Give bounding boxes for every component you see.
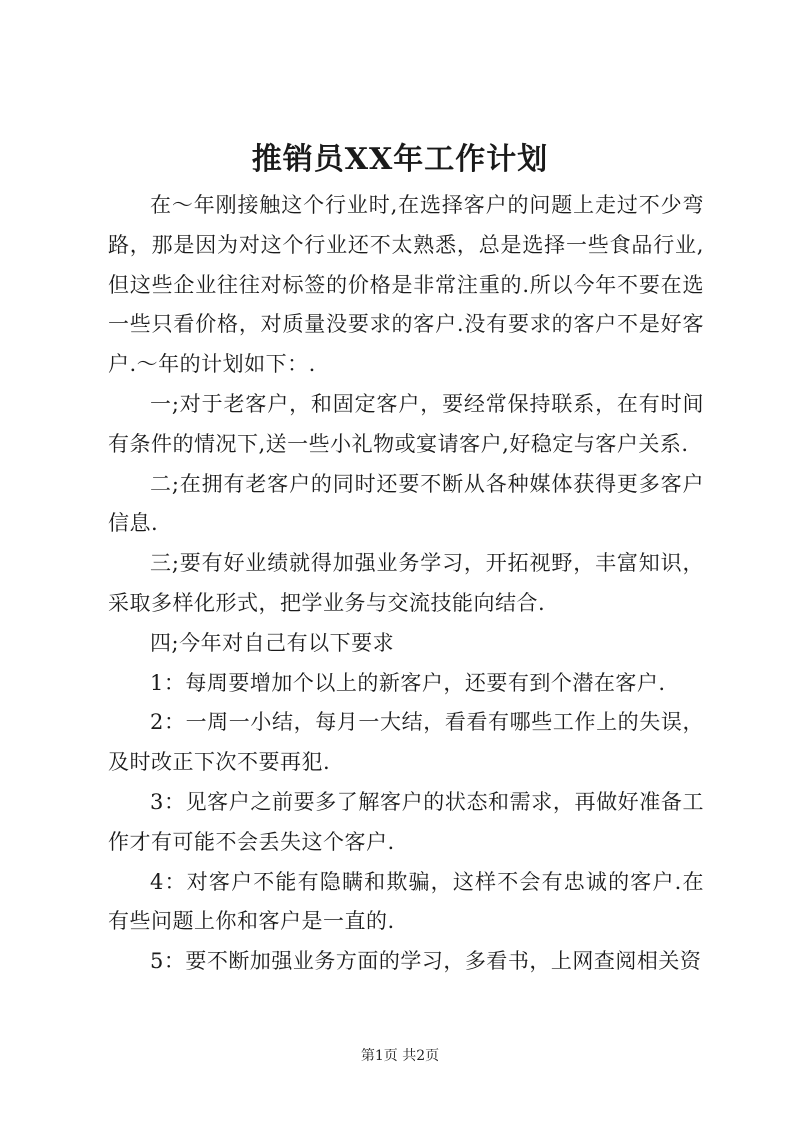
document-body [108, 186, 704, 982]
paragraph-requirement-3: 3：见客户之前要多了解客户的状态和需求，再做好准备工作才有可能不会丢失这个客户. [108, 789, 704, 854]
page-footer: 第1页 共2页 [360, 1048, 440, 1064]
paragraph-requirement-5: 5：要不断加强业务方面的学习，多看书，上网查阅相关资 [150, 949, 702, 974]
paragraph-requirement-1: 1：每周要增加个以上的新客户，还要有到个潜在客户. [150, 670, 666, 695]
paragraph-plan-3: 三;要有好业绩就得加强业务学习，开拓视野，丰富知识，采取多样化形式，把学业务与交流技能向结合. [108, 551, 704, 615]
paragraph-requirement-4: 4：对客户不能有隐瞒和欺骗，这样不会有忠诚的客户.在有些问题上你和客户是一直的. [108, 869, 704, 934]
paragraph-plan-4: 四;今年对自己有以下要求 [150, 630, 395, 655]
paragraph-plan-1: 一;对于老客户，和固定客户，要经常保持联系，在有时间有条件的情况下,送一些小礼物或宴请客户,好稳定与客户关系. [108, 391, 704, 456]
paragraph-plan-2: 二;在拥有老客户的同时还要不断从各种媒体获得更多客户信息. [108, 471, 704, 536]
paragraph-requirement-2: 2：一周一小结，每月一大结，看看有哪些工作上的失误，及时改正下次不要再犯. [108, 710, 704, 775]
paragraph-intro: 在～年刚接触这个行业时,在选择客户的问题上走过不少弯路，那是因为对这个行业还不太熟悉，总是选择一些食品行业,但这些企业往往对标签的价格是非常注重的.所以今年不要在选一些只看价格，对质量没要求的客户.没有要求的客户不是好客户.～年的计划如下：. [108, 193, 704, 377]
document-title: 推销员XX年工作计划 [251, 142, 549, 177]
